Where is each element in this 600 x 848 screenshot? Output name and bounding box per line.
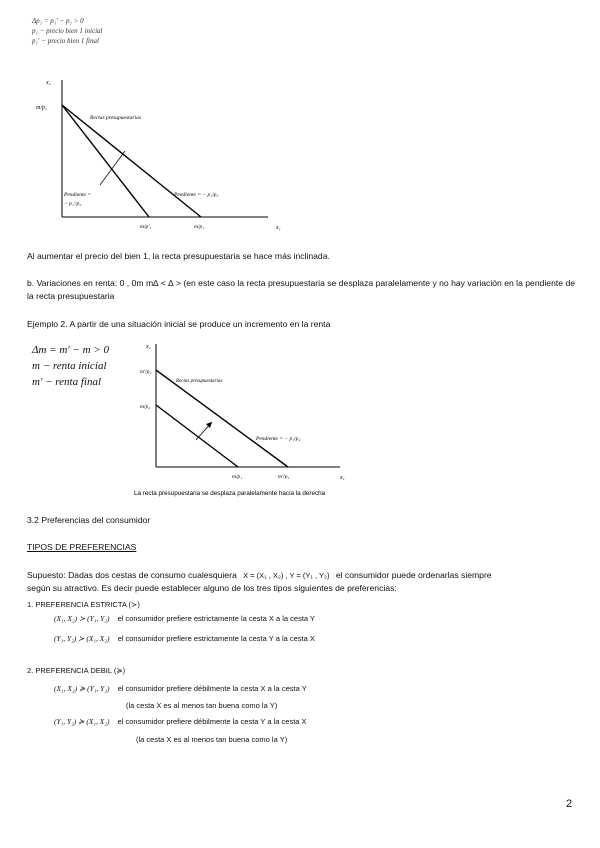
types-heading: TIPOS DE PREFERENCIAS [27, 542, 137, 552]
y-intercept-high: m′/p₂ [140, 369, 152, 375]
slope-label-original: Pendiente = − p₁/p₂ [174, 192, 219, 198]
weak-formula-1: (X₁, X₂) ≽ (Y₁, Y₂) [54, 684, 110, 693]
weak-note-2: (la cesta X es al menos tan buena como la Y) [136, 735, 288, 744]
weak-row-2 [54, 717, 307, 726]
weak-row-1 [54, 684, 307, 693]
budget-lines-label: Rectas presupuestarias [90, 115, 141, 121]
formula-line-1: Δp₁ = p₁′ − p₁ > 0 [32, 17, 84, 25]
x-intercept-high: m′/p₁ [278, 474, 290, 480]
formula2-line-3: m′ − renta final [32, 376, 102, 388]
y-intercept-label: m/p₂ [36, 105, 48, 111]
section-title: 3.2 Preferencias del consumidor [27, 515, 151, 525]
x-axis-label: x₁ [276, 225, 281, 231]
supuesto-formula: X = (X₁ , X₂) , Y = (Y₁ , Y₂) [243, 571, 330, 580]
shift-arrowhead [206, 422, 212, 428]
slope-label-new-1: Pendiente = [64, 192, 92, 198]
formula-line-2: p₁ − precio bien 1 inicial [32, 27, 103, 35]
pointer-line [100, 151, 125, 185]
strict-text-1: el consumidor prefiere estrictamente la cesta X a la cesta Y [117, 614, 316, 623]
y-axis-label: x₂ [46, 80, 51, 86]
weak-text-1: el consumidor prefiere débilmente la cesta X a la cesta Y [117, 684, 307, 693]
budget-lines-label: Rectas presupuestarias [176, 379, 223, 384]
supuesto-text-2: el consumidor puede ordenarlas siempre [335, 570, 492, 580]
y-axis-label: x₂ [146, 344, 151, 350]
formula2-line-1: Δm = m′ − m > 0 [32, 344, 109, 356]
page-number: 2 [566, 798, 573, 810]
formula-line-3: p₁′ − precio bien 1 final [32, 37, 99, 45]
x-intercept-low: m/p₁ [232, 474, 243, 480]
y-intercept-low: m/p₂ [140, 404, 151, 410]
budget-line-original [62, 105, 201, 217]
budget-line-low [156, 405, 238, 467]
strict-row-2 [54, 634, 315, 643]
chart-caption: La recta presupuestaria se desplaza paralelamente hacia la derecha [134, 490, 326, 497]
supuesto-line-1 [27, 569, 575, 582]
income-change-formula [32, 342, 109, 390]
x-intercept-original: m/p₁ [194, 224, 205, 230]
x-axis-label: x₁ [340, 475, 345, 481]
example-2-heading: Ejemplo 2. A partir de una situación inicial se produce un incremento en la renta [27, 319, 331, 329]
strict-formula-1: (X₁, X₂) ≻ (Y₁, Y₂) [54, 614, 110, 623]
weak-formula-2: (Y₁, Y₂) ≽ (X₁, X₂) [54, 717, 110, 726]
strict-preference-heading: 1. PREFERENCIA ESTRICTA (≻) [27, 600, 140, 609]
slope-label: Pendiente = − p₁/p₂ [256, 436, 301, 442]
strict-formula-2: (Y₁, Y₂) ≻ (X₁, X₂) [54, 634, 110, 643]
strict-text-2: el consumidor prefiere estrictamente la cesta Y a la cesta X [117, 634, 315, 643]
paragraph-price-effect: Al aumentar el precio del bien 1, la recta presupuestaria se hace más inclinada. [27, 251, 330, 261]
price-change-chart [28, 72, 328, 242]
budget-line-high [156, 370, 288, 467]
slope-label-new-2: − p₁′/p₂ [64, 201, 82, 207]
supuesto-line-2: según su atractivo. Es decir puede establecer alguno de los tres tipos siguientes de preferencias: [27, 583, 397, 593]
price-change-formula [32, 16, 102, 46]
weak-note-1: (la cesta X es al menos tan buena como la Y) [126, 701, 278, 710]
strict-row-1 [54, 614, 315, 623]
x-intercept-new: m/p′₁ [140, 224, 152, 230]
income-change-chart [130, 336, 370, 501]
formula2-line-2: m − renta inicial [32, 360, 107, 372]
supuesto-text-1: Supuesto: Dadas dos cestas de consumo cualesquiera [27, 570, 237, 580]
paragraph-income-variation: b. Variaciones en renta: 0 , 0m m∆ < ∆ > (en este caso la recta presupuestaria se desplaza paralelamente y no hay variación en la pendiente de la recta presupuestaria [27, 278, 575, 301]
weak-preference-heading: 2. PREFERENCIA DEBIL (≽) [27, 666, 126, 675]
weak-text-2: el consumidor prefiere débilmente la cesta Y a la cesta X [117, 717, 307, 726]
